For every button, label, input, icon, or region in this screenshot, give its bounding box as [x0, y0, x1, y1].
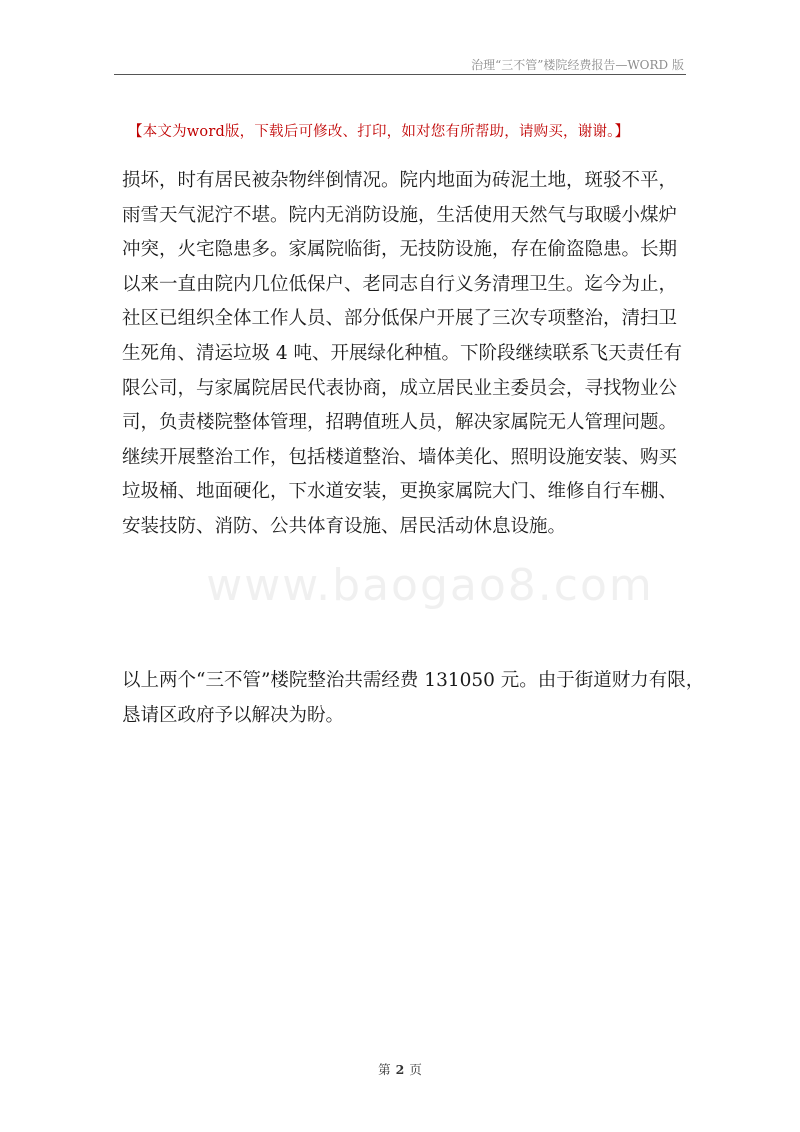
page-number: 2	[395, 1062, 405, 1077]
paragraph-line: 司，负责楼院整体管理，招聘值班人员，解决家属院无人管理问题。	[122, 412, 678, 434]
paragraph-line: 限公司，与家属院居民代表协商，成立居民业主委员会，寻找物业公	[122, 377, 678, 399]
paragraph-line: 以来一直由院内几位低保户、老同志自行义务清理卫生。迄今为止，	[122, 273, 678, 295]
body-paragraph-2	[122, 664, 705, 733]
document-header-title: 治理“三不管”楼院经费报告—WORD 版	[471, 58, 684, 72]
footer-prefix: 第	[378, 1062, 391, 1077]
paragraph-line: 继续开展整治工作，包括楼道整治、墙体美化、照明设施安装、购买	[122, 446, 678, 468]
paragraph-line: 恳请区政府予以解决为盼。	[122, 704, 345, 726]
watermark: www.baogao8.com	[206, 560, 654, 611]
paragraph-line: 损坏，时有居民被杂物绊倒情况。院内地面为砖泥土地，斑驳不平，	[122, 170, 678, 191]
body-paragraph-1	[122, 164, 692, 545]
paragraph-line: 安装技防、消防、公共体育设施、居民活动休息设施。	[122, 515, 567, 537]
paragraph-line: 以上两个“三不管”楼院整治共需经费 131050 元。由于街道财力有限，	[122, 670, 705, 691]
paragraph-line: 生死角、清运垃圾 4 吨、开展绿化种植。下阶段继续联系飞天责任有	[122, 342, 683, 364]
paragraph-line: 冲突，火宅隐患多。家属院临街，无技防设施，存在偷盗隐患。长期	[122, 239, 678, 261]
header-divider	[114, 74, 686, 75]
paragraph-line: 社区已组织全体工作人员、部分低保户开展了三次专项整治，清扫卫	[122, 308, 678, 330]
paragraph-line: 垃圾桶、地面硬化，下水道安装，更换家属院大门、维修自行车棚、	[122, 481, 678, 503]
footer-suffix: 页	[409, 1062, 422, 1077]
purchase-notice: 【本文为word版，下载后可修改、打印，如对您有所帮助，请购买，谢谢。】	[128, 124, 630, 140]
page-footer	[0, 1060, 800, 1078]
paragraph-line: 雨雪天气泥泞不堪。院内无消防设施，生活使用天然气与取暖小煤炉	[122, 204, 678, 226]
